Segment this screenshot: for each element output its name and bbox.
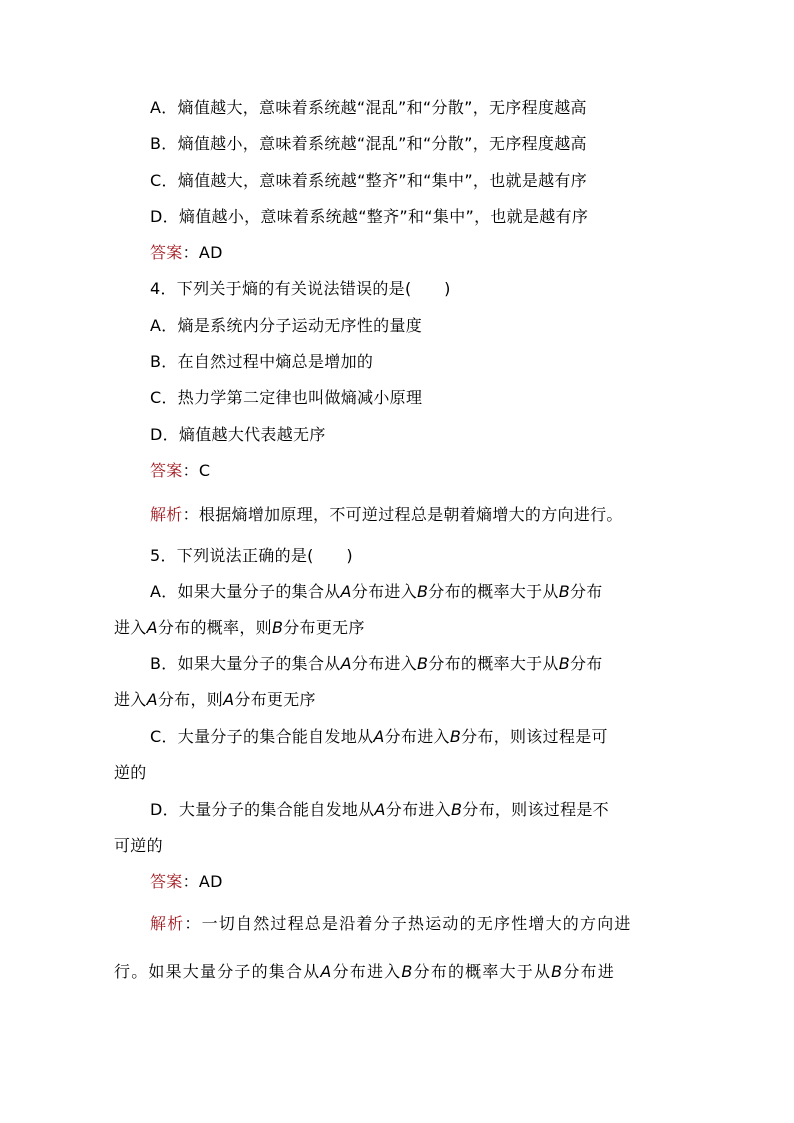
q5-option-d-line2: 可逆的 bbox=[114, 836, 163, 855]
explanation-label: 解析 bbox=[150, 914, 185, 933]
answer-label: 答案 bbox=[150, 872, 183, 891]
q3-option-a: A．熵值越大，意味着系统越“混乱”和“分散”，无序程度越高 bbox=[150, 98, 587, 117]
q5-question: 5．下列说法正确的是( ) bbox=[150, 546, 353, 565]
q5-option-a-line2: 进入A分布的概率，则B分布更无序 bbox=[114, 618, 365, 637]
answer-value: AD bbox=[198, 872, 223, 891]
q5-explanation-line1: 解析：一切自然过程总是沿着分子热运动的无序性增大的方向进 bbox=[150, 914, 632, 933]
explanation-label: 解析 bbox=[150, 505, 183, 524]
q5-explanation-line2: 行。如果大量分子的集合从A分布进入B分布的概率大于从B分布进 bbox=[114, 962, 615, 981]
explanation-text: 根据熵增加原理，不可逆过程总是朝着熵增大的方向进行。 bbox=[198, 505, 623, 524]
answer-value: C bbox=[198, 461, 211, 480]
q3-option-b: B．熵值越小，意味着系统越“混乱”和“分散”，无序程度越高 bbox=[150, 134, 587, 153]
explanation-text: 一切自然过程总是沿着分子热运动的无序性增大的方向进 bbox=[201, 914, 632, 933]
q4-explanation: 解析：根据熵增加原理，不可逆过程总是朝着熵增大的方向进行。 bbox=[150, 505, 623, 524]
q3-option-d: D．熵值越小，意味着系统越“整齐”和“集中”，也就是越有序 bbox=[150, 207, 589, 226]
answer-value: AD bbox=[198, 243, 223, 262]
q5-option-b-line2: 进入A分布，则A分布更无序 bbox=[114, 690, 316, 709]
answer-label: 答案 bbox=[150, 461, 183, 480]
q4-question: 4．下列关于熵的有关说法错误的是( ) bbox=[150, 279, 451, 298]
q5-option-c-line2: 逆的 bbox=[114, 763, 147, 782]
q4-option-d: D．熵值越大代表越无序 bbox=[150, 425, 326, 444]
q4-option-a: A．熵是系统内分子运动无序性的量度 bbox=[150, 316, 423, 335]
q3-answer: 答案：AD bbox=[150, 243, 223, 262]
q5-answer: 答案：AD bbox=[150, 872, 223, 891]
q4-option-b: B．在自然过程中熵总是增加的 bbox=[150, 352, 374, 371]
q5-option-b-line1: B．如果大量分子的集合从A分布进入B分布的概率大于从B分布 bbox=[150, 654, 603, 673]
q5-option-a-line1: A．如果大量分子的集合从A分布进入B分布的概率大于从B分布 bbox=[150, 582, 603, 601]
q5-option-d-line1: D．大量分子的集合能自发地从A分布进入B分布，则该过程是不 bbox=[150, 800, 609, 819]
q5-option-c-line1: C．大量分子的集合能自发地从A分布进入B分布，则该过程是可 bbox=[150, 727, 608, 746]
q3-option-c: C．熵值越大，意味着系统越“整齐”和“集中”，也就是越有序 bbox=[150, 171, 588, 190]
q4-option-c: C．热力学第二定律也叫做熵减小原理 bbox=[150, 388, 423, 407]
q4-answer: 答案：C bbox=[150, 461, 211, 480]
answer-label: 答案 bbox=[150, 243, 183, 262]
